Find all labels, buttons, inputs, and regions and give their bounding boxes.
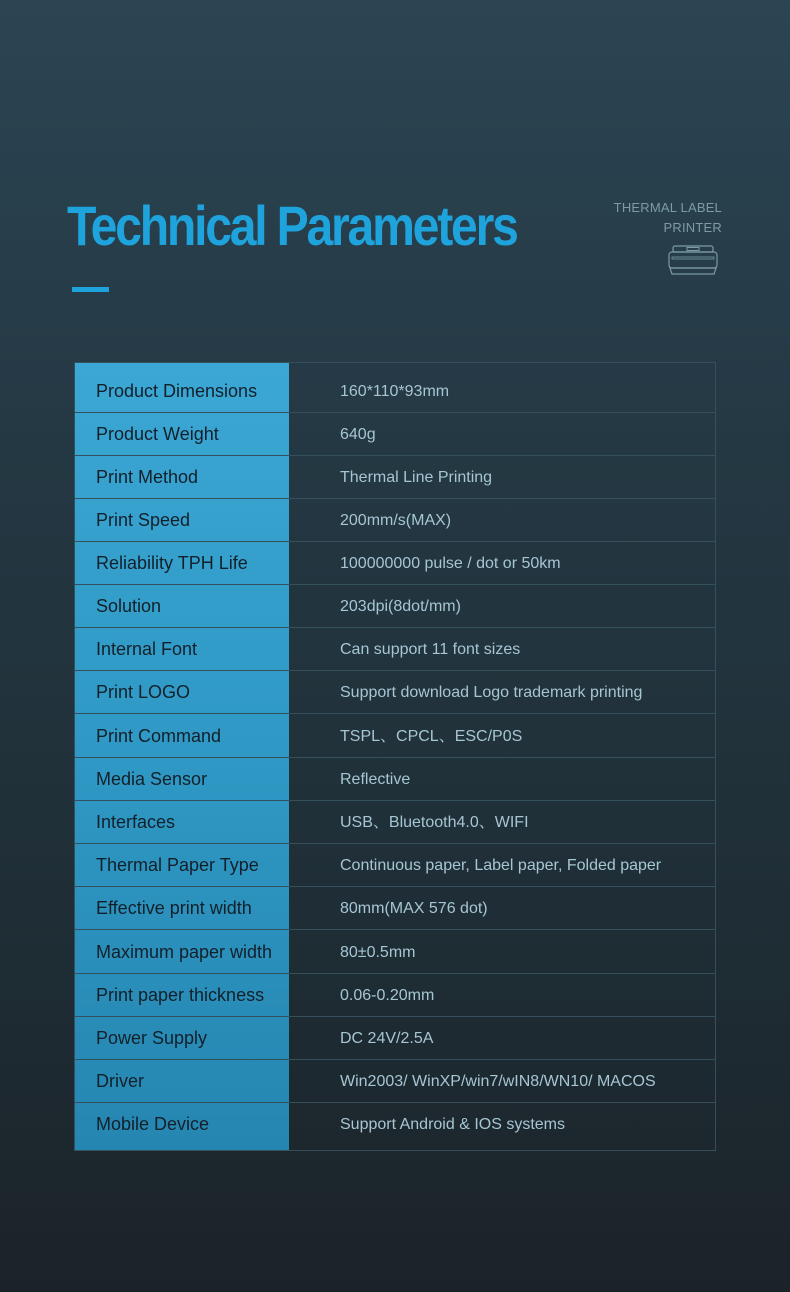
spec-value: Support download Logo trademark printing: [340, 684, 643, 701]
spec-value: Continuous paper, Label paper, Folded paper: [340, 857, 662, 874]
spec-value: TSPL、CPCL、ESC/P0S: [340, 728, 523, 745]
spec-row: [75, 715, 715, 758]
spec-value: 203dpi(8dot/mm): [340, 598, 461, 615]
product-tag-line2: PRINTER: [663, 220, 722, 235]
spec-label: Print Command: [96, 726, 222, 746]
spec-row: [75, 1017, 715, 1060]
spec-label: Mobile Device: [96, 1114, 210, 1134]
spec-value: 80mm(MAX 576 dot): [340, 900, 488, 917]
spec-label: Reliability TPH Life: [96, 553, 248, 573]
spec-label: Internal Font: [96, 639, 198, 659]
spec-label: Product Weight: [96, 424, 219, 444]
spec-value: 160*110*93mm: [340, 383, 450, 400]
spec-row: [75, 801, 715, 844]
spec-value: 200mm/s(MAX): [340, 512, 452, 529]
spec-label: Print Method: [96, 467, 199, 487]
printer-icon: [667, 244, 719, 276]
spec-value: Win2003/ WinXP/win7/wIN8/WN10/ MACOS: [340, 1073, 656, 1090]
spec-table: [74, 362, 716, 1151]
spec-value: 100000000 pulse / dot or 50km: [340, 555, 561, 572]
spec-value: 0.06-0.20mm: [340, 987, 435, 1004]
spec-row: [75, 499, 715, 542]
spec-label: Print LOGO: [96, 682, 191, 702]
title-underline: [72, 287, 109, 292]
product-tag: [614, 198, 722, 238]
spec-label: Power Supply: [96, 1028, 208, 1048]
spec-row: [75, 413, 715, 456]
spec-row: [75, 671, 715, 714]
spec-label: Effective print width: [96, 898, 252, 918]
spec-label: Media Sensor: [96, 769, 208, 789]
product-tag-line1: THERMAL LABEL: [613, 200, 722, 215]
spec-row: [75, 628, 715, 671]
spec-value: 640g: [340, 426, 376, 443]
spec-value: USB、Bluetooth4.0、WIFI: [340, 814, 529, 831]
spec-row: [75, 844, 715, 887]
spec-label: Solution: [96, 596, 162, 616]
page-title: Technical Parameters: [67, 194, 517, 257]
spec-row: [75, 456, 715, 499]
spec-row: [75, 974, 715, 1017]
spec-value: 80±0.5mm: [340, 944, 416, 961]
spec-row: [75, 887, 715, 930]
spec-value: Support Android & IOS systems: [340, 1116, 565, 1133]
spec-row: [75, 1103, 715, 1146]
spec-label: Interfaces: [96, 812, 176, 832]
spec-label: Thermal Paper Type: [96, 855, 259, 875]
spec-label: Driver: [96, 1071, 144, 1091]
spec-value: Thermal Line Printing: [340, 469, 493, 486]
spec-value: Can support 11 font sizes: [340, 641, 521, 658]
spec-label: Maximum paper width: [96, 942, 273, 962]
spec-row: [75, 1060, 715, 1103]
spec-row: [75, 931, 715, 974]
spec-label: Product Dimensions: [96, 381, 258, 401]
spec-label: Print Speed: [96, 510, 191, 530]
spec-row: [75, 585, 715, 628]
spec-row: [75, 542, 715, 585]
spec-row: [75, 758, 715, 801]
spec-row: [75, 370, 715, 413]
spec-value: Reflective: [340, 771, 411, 788]
spec-value: DC 24V/2.5A: [340, 1030, 434, 1047]
spec-label: Print paper thickness: [96, 985, 265, 1005]
